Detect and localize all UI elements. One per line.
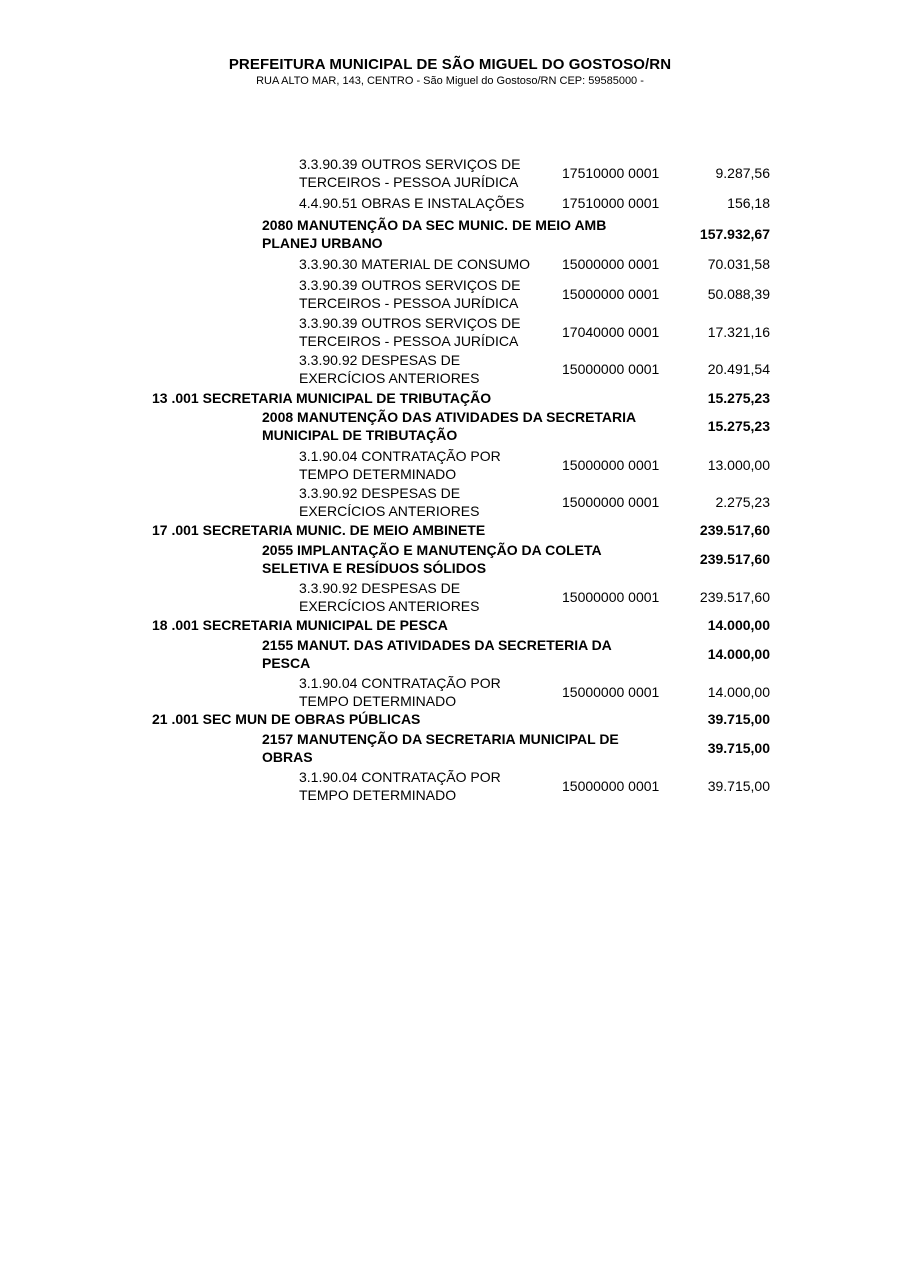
description-line: 3.3.90.92 DESPESAS DE [299, 352, 461, 368]
row-description [299, 351, 557, 387]
amount-value: 50.088,39 [707, 286, 770, 302]
description-line: 3.3.90.30 MATERIAL DE CONSUMO [299, 256, 531, 272]
source-code: 15000000 0001 [562, 684, 660, 700]
row-description [262, 541, 682, 577]
document-address: RUA ALTO MAR, 143, CENTRO - São Miguel do Gostoso/RN CEP: 59585000 - [256, 75, 644, 87]
amount-value: 39.715,00 [707, 778, 770, 794]
row-description [299, 484, 557, 520]
description-line: 2008 MANUTENÇÃO DAS ATIVIDADES DA SECRETARIA [262, 409, 637, 425]
row-description [262, 730, 682, 766]
table-row [0, 351, 900, 387]
amount-value: 14.000,00 [707, 646, 770, 662]
description-line: TERCEIROS - PESSOA JURÍDICA [299, 333, 519, 349]
amount-value: 39.715,00 [707, 711, 770, 727]
description-line: PLANEJ URBANO [262, 235, 383, 251]
description-line: 13 .001 SECRETARIA MUNICIPAL DE TRIBUTAÇÃO [152, 390, 492, 406]
source-code: 17040000 0001 [562, 324, 660, 340]
description-line: EXERCÍCIOS ANTERIORES [299, 503, 480, 519]
row-description [299, 314, 557, 350]
row-description [262, 636, 682, 672]
description-line: 3.3.90.39 OUTROS SERVIÇOS DE [299, 315, 521, 331]
amount-value: 20.491,54 [707, 361, 770, 377]
source-code: 15000000 0001 [562, 778, 660, 794]
description-line: 3.3.90.92 DESPESAS DE [299, 580, 461, 596]
description-line: 3.3.90.92 DESPESAS DE [299, 485, 461, 501]
description-line: 4.4.90.51 OBRAS E INSTALAÇÕES [299, 195, 525, 211]
description-line: 17 .001 SECRETARIA MUNIC. DE MEIO AMBINETE [152, 522, 486, 538]
table-row [0, 194, 900, 212]
description-line: 3.3.90.39 OUTROS SERVIÇOS DE [299, 156, 521, 172]
row-description [152, 710, 672, 728]
table-row [0, 521, 900, 539]
table-row [0, 674, 900, 710]
source-code: 15000000 0001 [562, 361, 660, 377]
description-line: TEMPO DETERMINADO [299, 466, 457, 482]
source-code: 15000000 0001 [562, 256, 660, 272]
table-row [0, 730, 900, 766]
row-description [299, 447, 557, 483]
description-line: 21 .001 SEC MUN DE OBRAS PÚBLICAS [152, 711, 421, 727]
row-description [262, 216, 682, 252]
row-description [152, 616, 672, 634]
description-line: 2157 MANUTENÇÃO DA SECRETARIA MUNICIPAL DE [262, 731, 619, 747]
table-row [0, 408, 900, 444]
source-code: 15000000 0001 [562, 286, 660, 302]
amount-value: 15.275,23 [707, 390, 770, 406]
row-description [299, 768, 557, 804]
amount-value: 70.031,58 [707, 256, 770, 272]
description-line: TEMPO DETERMINADO [299, 787, 457, 803]
table-row [0, 636, 900, 672]
table-row [0, 389, 900, 407]
source-code: 17510000 0001 [562, 195, 660, 211]
amount-value: 239.517,60 [699, 589, 770, 605]
source-code: 15000000 0001 [562, 457, 660, 473]
table-row [0, 484, 900, 520]
row-description [299, 155, 557, 191]
source-code: 15000000 0001 [562, 494, 660, 510]
row-description [299, 674, 557, 710]
amount-value: 239.517,60 [699, 522, 770, 538]
description-line: TEMPO DETERMINADO [299, 693, 457, 709]
description-line: 3.1.90.04 CONTRATAÇÃO POR [299, 769, 501, 785]
table-row [0, 579, 900, 615]
description-line: 2055 IMPLANTAÇÃO E MANUTENÇÃO DA COLETA [262, 542, 602, 558]
description-line: OBRAS [262, 749, 313, 765]
table-row [0, 616, 900, 634]
amount-value: 14.000,00 [707, 617, 770, 633]
description-line: EXERCÍCIOS ANTERIORES [299, 370, 480, 386]
source-code: 17510000 0001 [562, 165, 660, 181]
amount-value: 13.000,00 [707, 457, 770, 473]
table-row [0, 710, 900, 728]
description-line: TERCEIROS - PESSOA JURÍDICA [299, 295, 519, 311]
table-row [0, 276, 900, 312]
amount-value: 239.517,60 [699, 551, 770, 567]
row-description [299, 255, 557, 273]
table-row [0, 155, 900, 191]
description-line: 18 .001 SECRETARIA MUNICIPAL DE PESCA [152, 617, 448, 633]
description-line: 2155 MANUT. DAS ATIVIDADES DA SECRETERIA DA [262, 637, 612, 653]
description-line: MUNICIPAL DE TRIBUTAÇÃO [262, 427, 458, 443]
description-line: TERCEIROS - PESSOA JURÍDICA [299, 174, 519, 190]
description-line: PESCA [262, 655, 311, 671]
row-description [299, 194, 557, 212]
table-row [0, 216, 900, 252]
amount-value: 14.000,00 [707, 684, 770, 700]
table-row [0, 314, 900, 350]
document-title: PREFEITURA MUNICIPAL DE SÃO MIGUEL DO GOSTOSO/RN [228, 56, 672, 73]
table-row [0, 768, 900, 804]
description-line: SELETIVA E RESÍDUOS SÓLIDOS [262, 560, 487, 576]
row-description [262, 408, 682, 444]
description-line: EXERCÍCIOS ANTERIORES [299, 598, 480, 614]
row-description [152, 521, 672, 539]
table-row [0, 255, 900, 273]
description-line: 2080 MANUTENÇÃO DA SEC MUNIC. DE MEIO AMB [262, 217, 607, 233]
amount-value: 157.932,67 [699, 226, 770, 242]
description-line: 3.3.90.39 OUTROS SERVIÇOS DE [299, 277, 521, 293]
amount-value: 15.275,23 [707, 418, 770, 434]
source-code: 15000000 0001 [562, 589, 660, 605]
amount-value: 156,18 [727, 195, 770, 211]
table-row [0, 447, 900, 483]
amount-value: 17.321,16 [707, 324, 770, 340]
description-line: 3.1.90.04 CONTRATAÇÃO POR [299, 675, 501, 691]
row-description [299, 579, 557, 615]
row-description [299, 276, 557, 312]
amount-value: 39.715,00 [707, 740, 770, 756]
amount-value: 2.275,23 [715, 494, 770, 510]
amount-value: 9.287,56 [715, 165, 770, 181]
document-header [0, 56, 900, 87]
description-line: 3.1.90.04 CONTRATAÇÃO POR [299, 448, 501, 464]
table-row [0, 541, 900, 577]
row-description [152, 389, 672, 407]
